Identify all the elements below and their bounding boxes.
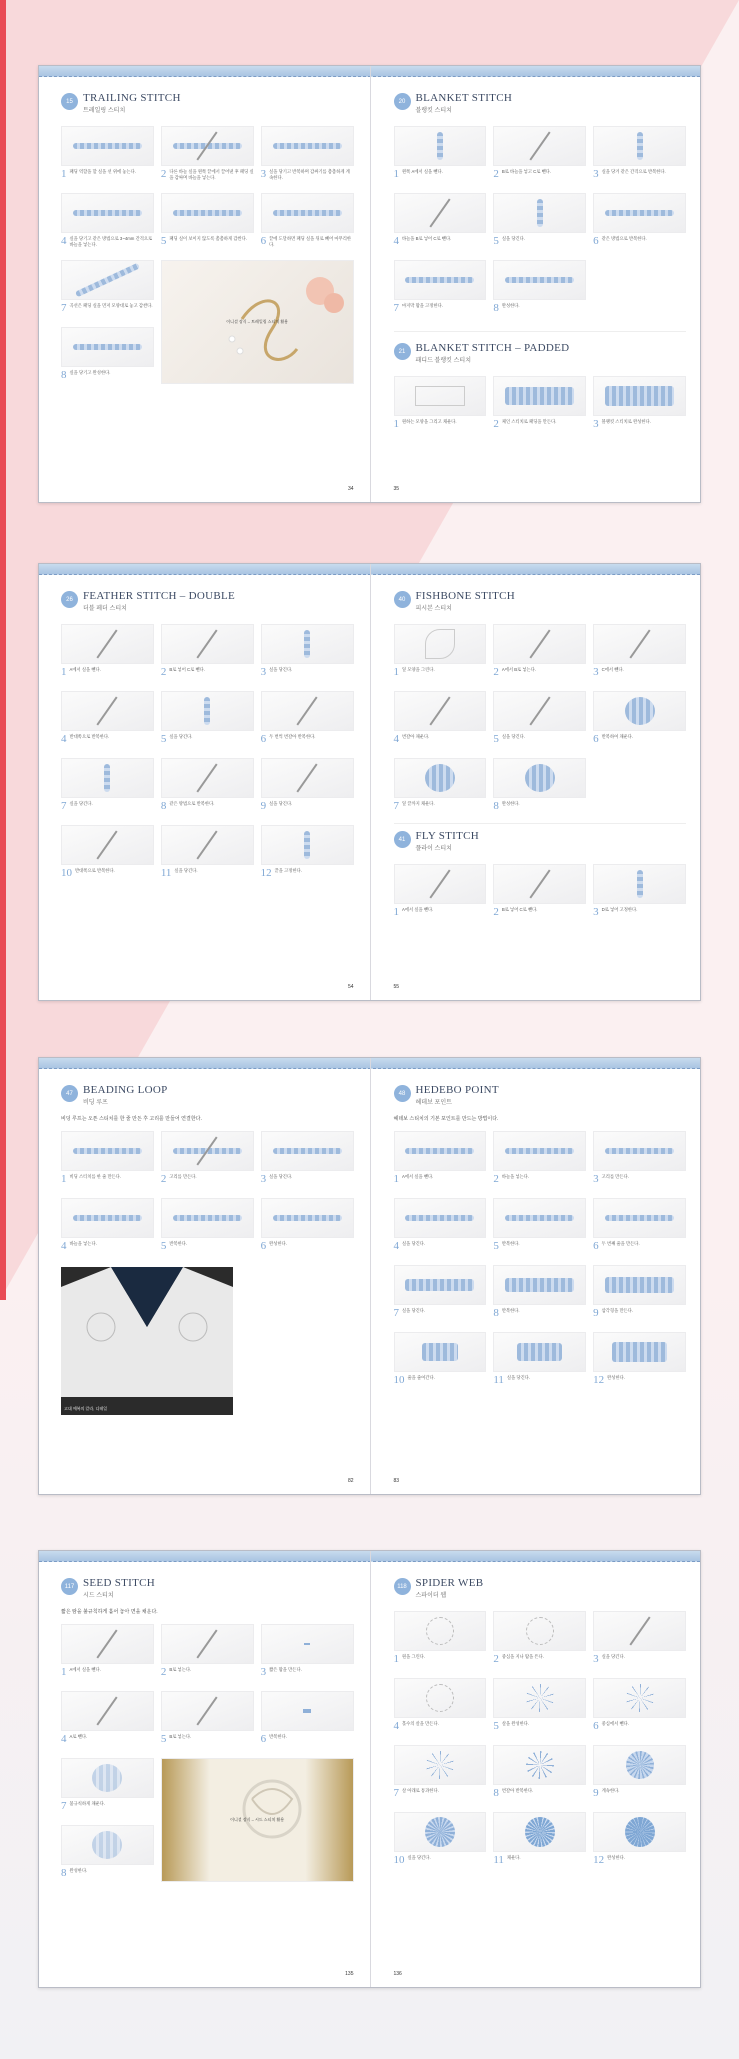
step: 2 바늘을 넣는다.: [493, 1131, 586, 1194]
page-number: 55: [393, 984, 400, 990]
step: 12 완성한다.: [593, 1812, 686, 1875]
step: 8 같은 방법으로 반복한다.: [161, 758, 254, 821]
section-title: FISHBONE STITCH: [415, 590, 516, 602]
step: 5 살을 완성한다.: [493, 1678, 586, 1741]
page-feather-stitch-double: [39, 564, 370, 1000]
section-korean-title: 더블 페더 스티치: [83, 606, 127, 612]
step: 7 잎 끝까지 채운다.: [394, 758, 487, 821]
step: 7 곡선은 패딩 실을 먼저 모양대로 놓고 감싼다.: [61, 260, 154, 323]
step: 9 실을 당긴다.: [261, 758, 354, 821]
section-number-badge: 117: [61, 1578, 78, 1595]
step: 4 번갈아 채운다.: [394, 691, 487, 754]
step: 8 완성한다.: [493, 260, 586, 323]
step: 9 계속한다.: [593, 1745, 686, 1808]
subsection-fly-stitch: [394, 823, 687, 927]
step: 2 고리를 만든다.: [161, 1131, 254, 1194]
step: 6 끝에 도달하면 패딩 실을 뒤로 빼어 마무리한다.: [261, 193, 354, 256]
page-number: 135: [345, 1971, 354, 1977]
step: 3 짧은 땀을 만든다.: [261, 1624, 354, 1687]
step: 8 번갈아 반복한다.: [493, 1745, 586, 1808]
step: 3 실을 당긴다.: [261, 624, 354, 687]
step: 1 A에서 실을 뺀다.: [394, 864, 487, 927]
step: 5 실을 당긴다.: [161, 691, 254, 754]
step: 6 반복하여 채운다.: [593, 691, 686, 754]
section-number-badge: 40: [394, 591, 411, 608]
intro-text: 비딩 루프는 오픈 스티치를 한 줄 만든 후 고리를 만들어 연결한다.: [61, 1116, 202, 1122]
step: 2 B로 넣어 C로 뺀다.: [161, 624, 254, 687]
step: 7 마지막 땀을 고정한다.: [394, 260, 487, 323]
section-header: [394, 92, 687, 126]
section-title: SEED STITCH: [83, 1577, 156, 1589]
step: 8 완성한다.: [493, 758, 586, 821]
page-number: 136: [393, 1971, 402, 1977]
section-korean-title: 블랭킷 스티치: [415, 108, 452, 114]
page-number: 34: [347, 486, 354, 492]
page-number: 54: [347, 984, 354, 990]
photo: [161, 260, 354, 390]
page-seed-stitch: [39, 1551, 370, 1987]
subsection-padded-blanket: [394, 331, 687, 439]
step: 11 실을 당긴다.: [493, 1332, 586, 1395]
step: 2 B로 넣어 C로 뺀다.: [493, 864, 586, 927]
section-title: HEDEBO POINT: [415, 1084, 499, 1096]
step: 6 두 번씩 번갈아 반복한다.: [261, 691, 354, 754]
step: 6 같은 방법으로 반복한다.: [593, 193, 686, 256]
step: 11 실을 당긴다.: [161, 825, 254, 888]
section-header: [61, 92, 354, 126]
page-number: 82: [347, 1478, 354, 1484]
step: 3 실을 당기고 반복하며 감싸기를 촘촘하게 계속한다.: [261, 126, 354, 189]
step: 1 비딩 스티치를 한 줄 만든다.: [61, 1131, 154, 1194]
page-hedebo-point: [370, 1058, 701, 1494]
step: 5 B로 넣는다.: [161, 1691, 254, 1754]
section-number-badge: 118: [394, 1578, 411, 1595]
step: 6 두 번째 줄을 만든다.: [593, 1198, 686, 1261]
step: 1 원하는 모양을 그리고 채운다.: [394, 376, 487, 439]
section-number-badge: 41: [394, 831, 411, 848]
step: 4 실을 당기고 같은 방법으로 3~4mm 간격으로 바늘을 넣는다.: [61, 193, 154, 256]
spread-3: [38, 1057, 701, 1495]
photo: [61, 1267, 233, 1415]
step: 9 삼각형을 만든다.: [593, 1265, 686, 1328]
step: 2 다른 바늘 실을 왼쪽 끝에서 끌어낸 후 패딩 실을 감싸며 바늘을 넣는다.: [161, 126, 254, 189]
step: 10 반대쪽으로 반복한다.: [61, 825, 154, 888]
step: 7 실을 당긴다.: [394, 1265, 487, 1328]
step: 1 A에서 실을 뺀다.: [61, 624, 154, 687]
section-number-badge: 20: [394, 93, 411, 110]
spread-4: [38, 1550, 701, 1988]
page-number: 35: [393, 486, 400, 492]
photo: [161, 1758, 354, 1888]
photo-caption: 이니셜 장식 – 트레일링 스티치 활용: [226, 319, 289, 324]
page-fishbone-stitch: [370, 564, 701, 1000]
section-title: BLANKET STITCH – PADDED: [415, 342, 570, 354]
step: 1 잎 모양을 그린다.: [394, 624, 487, 687]
step: 4 홀수의 살을 만든다.: [394, 1678, 487, 1741]
step: 4 바늘을 넣는다.: [61, 1198, 154, 1261]
section-korean-title: 헤데보 포인트: [415, 1100, 452, 1106]
section-korean-title: 패디드 블랭킷 스티치: [415, 358, 471, 364]
step: 3 D로 넣어 고정한다.: [593, 864, 686, 927]
step: 5 반복한다.: [161, 1198, 254, 1261]
page-beading-loop: [39, 1058, 370, 1494]
page-blanket-stitch: [370, 66, 701, 502]
step: 2 체인 스티치로 패딩을 만든다.: [493, 376, 586, 439]
section-number-badge: 26: [61, 591, 78, 608]
spread-2: [38, 563, 701, 1001]
step: 4 반대쪽으로 반복한다.: [61, 691, 154, 754]
step: 11 채운다.: [493, 1812, 586, 1875]
photo-caption: 이니셜 장식 – 시드 스티치 활용: [230, 1817, 285, 1822]
step: 8 완성한다.: [61, 1825, 154, 1888]
page-spider-web: [370, 1551, 701, 1987]
step: 6 중심에서 뺀다.: [593, 1678, 686, 1741]
step: 3 실을 당긴다.: [261, 1131, 354, 1194]
page-number: 83: [393, 1478, 400, 1484]
section-korean-title: 시드 스티치: [83, 1593, 114, 1599]
step: 4 A로 뺀다.: [61, 1691, 154, 1754]
section-number-badge: 15: [61, 93, 78, 110]
step: 1 A에서 실을 뺀다.: [61, 1624, 154, 1687]
section-title: SPIDER WEB: [415, 1577, 484, 1589]
intro-text: 헤데보 스티치의 기본 포인트를 만드는 방법이다.: [393, 1116, 499, 1122]
step: 5 반복한다.: [493, 1198, 586, 1261]
section-title: TRAILING STITCH: [83, 92, 181, 104]
spread-1: [38, 65, 701, 503]
photo-caption: 고대 예복의 칼라, 디테일: [64, 1406, 108, 1411]
step: 6 반복한다.: [261, 1691, 354, 1754]
section-korean-title: 트레일링 스티치: [83, 108, 126, 114]
step: 5 실을 당긴다.: [493, 193, 586, 256]
step: 2 B로 바늘을 넣고 C로 뺀다.: [493, 126, 586, 189]
section-korean-title: 피시본 스티치: [415, 606, 452, 612]
section-title: FEATHER STITCH – DOUBLE: [83, 590, 236, 602]
step: 12 완성한다.: [593, 1332, 686, 1395]
section-title: BLANKET STITCH: [415, 92, 513, 104]
photo-illustration: [61, 1267, 233, 1415]
step: 6 완성한다.: [261, 1198, 354, 1261]
step: 1 A에서 실을 뺀다.: [394, 1131, 487, 1194]
photo-illustration: [222, 1769, 322, 1859]
step: 7 살 아래로 통과한다.: [394, 1745, 487, 1808]
step: 10 실을 당긴다.: [394, 1812, 487, 1875]
step: 10 줄을 줄여간다.: [394, 1332, 487, 1395]
step: 3 실을 당겨 같은 간격으로 반복한다.: [593, 126, 686, 189]
section-title: FLY STITCH: [415, 830, 480, 842]
step: 8 실을 당기고 완성한다.: [61, 327, 154, 390]
step: 7 불규칙하게 채운다.: [61, 1758, 154, 1821]
step: 5 패딩 실이 보이지 않도록 촘촘하게 감싼다.: [161, 193, 254, 256]
step: 3 실을 당긴다.: [593, 1611, 686, 1674]
section-korean-title: 비딩 루프: [83, 1100, 108, 1106]
step: 3 블랭킷 스티치로 완성한다.: [593, 376, 686, 439]
step: 4 실을 당긴다.: [394, 1198, 487, 1261]
step: 8 반복한다.: [493, 1265, 586, 1328]
step: 3 고리를 만든다.: [593, 1131, 686, 1194]
step: 3 C에서 뺀다.: [593, 624, 686, 687]
step: 2 중심을 지나 땀을 뜬다.: [493, 1611, 586, 1674]
section-number-badge: 48: [394, 1085, 411, 1102]
step: 1 패딩 역할을 할 실을 선 위에 놓는다.: [61, 126, 154, 189]
section-number-badge: 47: [61, 1085, 78, 1102]
step: 5 실을 당긴다.: [493, 691, 586, 754]
step: 7 실을 당긴다.: [61, 758, 154, 821]
step: 2 A에서 B로 넣는다.: [493, 624, 586, 687]
intro-text: 짧은 땀을 불규칙하게 흩어 놓아 면을 채운다.: [61, 1609, 158, 1615]
section-title: BEADING LOOP: [83, 1084, 168, 1096]
page-trailing-stitch: [39, 66, 370, 502]
step: 4 바늘을 B로 넣어 C로 뺀다.: [394, 193, 487, 256]
section-number-badge: 21: [394, 343, 411, 360]
section-korean-title: 플라이 스티치: [415, 846, 452, 852]
step: 1 왼쪽 A에서 실을 뺀다.: [394, 126, 487, 189]
section-korean-title: 스파이더 웹: [415, 1593, 447, 1599]
step: 2 B로 넣는다.: [161, 1624, 254, 1687]
step: 1 원을 그린다.: [394, 1611, 487, 1674]
step: 12 끝을 고정한다.: [261, 825, 354, 888]
